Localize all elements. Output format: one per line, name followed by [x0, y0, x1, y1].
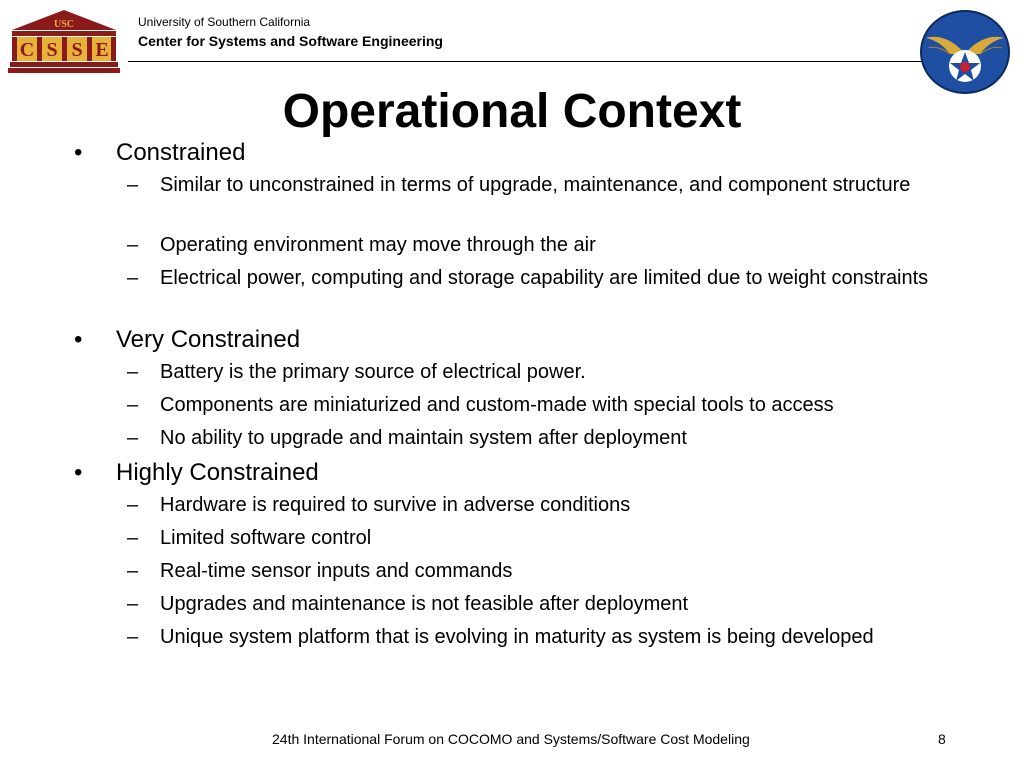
sub-item: [0, 525, 1024, 558]
bullet-dot: •: [74, 459, 83, 486]
sub-text: Real-time sensor inputs and commands: [160, 560, 513, 582]
slide-title: Operational Context: [282, 85, 742, 138]
bullet-dot: •: [74, 139, 83, 166]
bullet-label: Very Constrained: [116, 326, 301, 353]
page-number: 8: [938, 731, 946, 747]
organization-header: [138, 14, 443, 52]
sub-item: [0, 265, 1024, 325]
bullet-item: [0, 325, 1024, 359]
sub-text: Similar to unconstrained in terms of upgrade, maintenance, and component structure: [160, 174, 911, 196]
slide-footer: [0, 731, 1024, 751]
sub-dash: –: [127, 174, 139, 196]
sub-item: [0, 558, 1024, 591]
logo-letter: C: [19, 39, 35, 61]
sub-text: Hardware is required to survive in adverse conditions: [160, 494, 631, 516]
sub-item: [0, 492, 1024, 525]
sub-dash: –: [127, 593, 139, 615]
logo-letter: S: [71, 39, 83, 61]
bullet-item: [0, 138, 1024, 172]
sub-item: [0, 425, 1024, 458]
sub-dash: –: [127, 234, 139, 256]
slide-content: [0, 138, 1024, 684]
sub-dash: –: [127, 527, 139, 549]
sub-item: [0, 591, 1024, 624]
sub-item: [0, 172, 1024, 232]
sub-item: [0, 392, 1024, 425]
bullet-label: Highly Constrained: [116, 459, 319, 486]
logo-letter: E: [95, 39, 109, 61]
sub-text: Components are miniaturized and custom-made with special tools to access: [160, 394, 834, 416]
sub-dash: –: [127, 560, 139, 582]
bullet-dot: •: [74, 326, 83, 353]
footer-text: 24th International Forum on COCOMO and Systems/Software Cost Modeling: [272, 731, 750, 747]
bullet-item: [0, 458, 1024, 492]
sub-text: No ability to upgrade and maintain system after deployment: [160, 427, 687, 449]
sub-item: [0, 624, 1024, 684]
sub-dash: –: [127, 494, 139, 516]
logo-letter: S: [46, 39, 58, 61]
csse-logo: [8, 10, 120, 74]
sub-text: Upgrades and maintenance is not feasible after deployment: [160, 593, 689, 615]
logo-usc-text: USC: [53, 19, 75, 30]
sub-item: [0, 232, 1024, 265]
sub-dash: –: [127, 361, 139, 383]
university-name: University of Southern California: [138, 15, 311, 29]
header-divider: [128, 61, 928, 62]
sub-text: Operating environment may move through the air: [160, 234, 596, 256]
sub-item: [0, 359, 1024, 392]
sub-dash: –: [127, 626, 139, 648]
sub-dash: –: [127, 267, 139, 289]
center-name: Center for Systems and Software Engineering: [138, 33, 443, 49]
bullet-label: Constrained: [116, 139, 246, 166]
sub-text: Electrical power, computing and storage capability are limited due to weight constraints: [160, 267, 929, 289]
sub-text: Unique system platform that is evolving in maturity as system is being developed: [160, 626, 874, 648]
sub-text: Limited software control: [160, 527, 372, 549]
sub-dash: –: [127, 427, 139, 449]
sub-text: Battery is the primary source of electrical power.: [160, 361, 586, 383]
sub-dash: –: [127, 394, 139, 416]
